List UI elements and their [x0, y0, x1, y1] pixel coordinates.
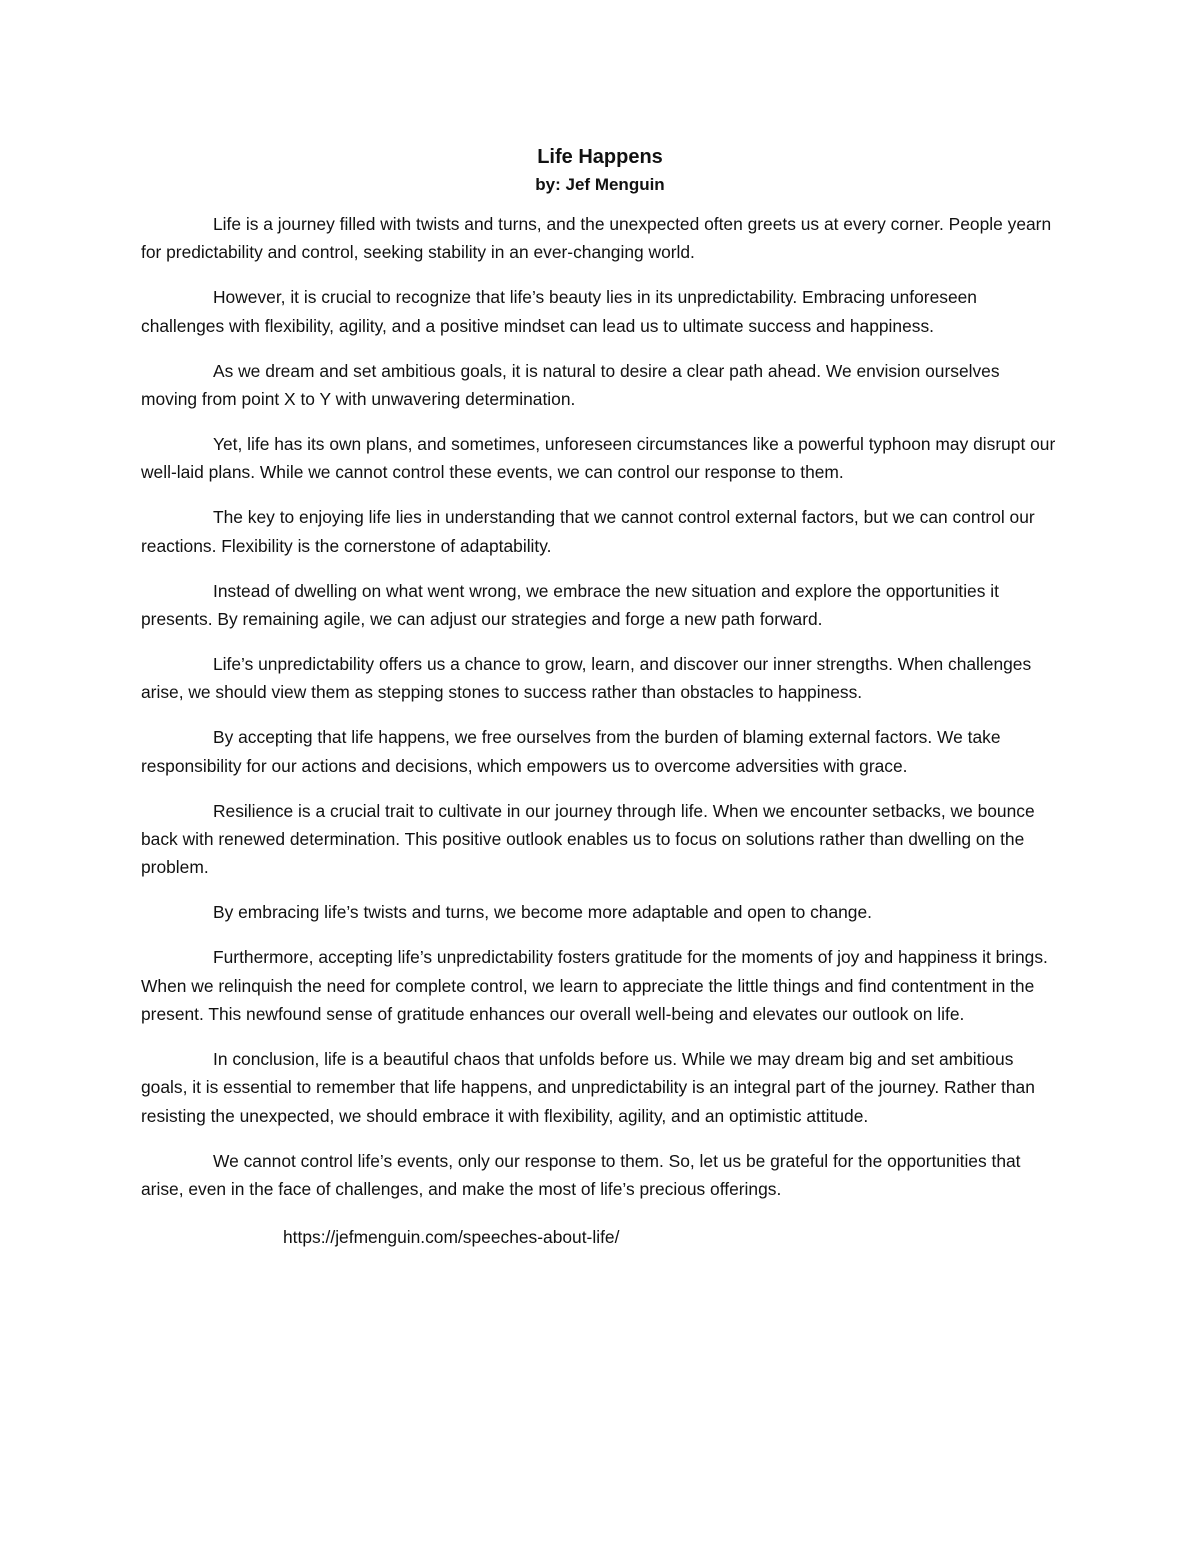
paragraph: We cannot control life’s events, only our response to them. So, let us be grateful for the opportunities that arise, even in the face of challenges, and make the most of life’s precious offerings. — [141, 1150, 1021, 1199]
paragraph: Resilience is a crucial trait to cultivate in our journey through life. When we encounter setbacks, we bounce back with renewed determination. This positive outlook enables us to focus on solutions rather than dwelling on the problem. — [141, 800, 1035, 878]
document-title: Life Happens — [537, 146, 663, 168]
paragraph: The key to enjoying life lies in understanding that we cannot control external factors, but we can control our reactions. Flexibility is the cornerstone of adaptability. — [141, 507, 1035, 556]
paragraph: However, it is crucial to recognize that life’s beauty lies in its unpredictability. Embracing unforeseen challenges with flexibility, agility, and a positive mindset can lead us to ultimate success and happiness. — [141, 287, 977, 336]
paragraph: Instead of dwelling on what went wrong, we embrace the new situation and explore the opportunities it presents. By remaining agile, we can adjust our strategies and forge a new path forward. — [141, 580, 999, 629]
paragraph: By embracing life’s twists and turns, we become more adaptable and open to change. — [213, 902, 872, 923]
paragraph: As we dream and set ambitious goals, it is natural to desire a clear path ahead. We envision ourselves moving from point X to Y with unwavering determination. — [141, 360, 1000, 410]
paragraph: Yet, life has its own plans, and sometimes, unforeseen circumstances like a powerful typhoon may disrupt our well-laid plans. While we cannot control these events, we can control our response to them. — [141, 433, 1056, 483]
document-body — [141, 142, 1059, 1252]
source-url: https://jefmenguin.com/speeches-about-life/ — [283, 1227, 620, 1248]
author-byline: by: Jef Menguin — [535, 175, 665, 194]
paragraph: By accepting that life happens, we free ourselves from the burden of blaming external factors. We take responsibility for our actions and decisions, which empowers us to overcome adversities with grace. — [141, 727, 1001, 776]
paragraph: Life’s unpredictability offers us a chance to grow, learn, and discover our inner strengths. When challenges arise, we should view them as stepping stones to success rather than obstacles to happiness. — [141, 653, 1032, 703]
paragraph: Life is a journey filled with twists and turns, and the unexpected often greets us at every corner. People yearn for predictability and control, seeking stability in an ever-changing world. — [141, 214, 1052, 263]
paragraph: Furthermore, accepting life’s unpredictability fosters gratitude for the moments of joy and happiness it brings. When we relinquish the need for complete control, we learn to appreciate the little things and find contentment in the present. This newfound sense of gratitude enhances our overall well-being and elevates our outlook on life. — [141, 947, 1048, 1024]
paragraph: In conclusion, life is a beautiful chaos that unfolds before us. While we may dream big and set ambitious goals, it is essential to remember that life happens, and unpredictability is an integral part of the journey. Rather than resisting the unexpected, we should embrace it with flexibility, agility, and an optimistic attitude. — [141, 1048, 1035, 1126]
